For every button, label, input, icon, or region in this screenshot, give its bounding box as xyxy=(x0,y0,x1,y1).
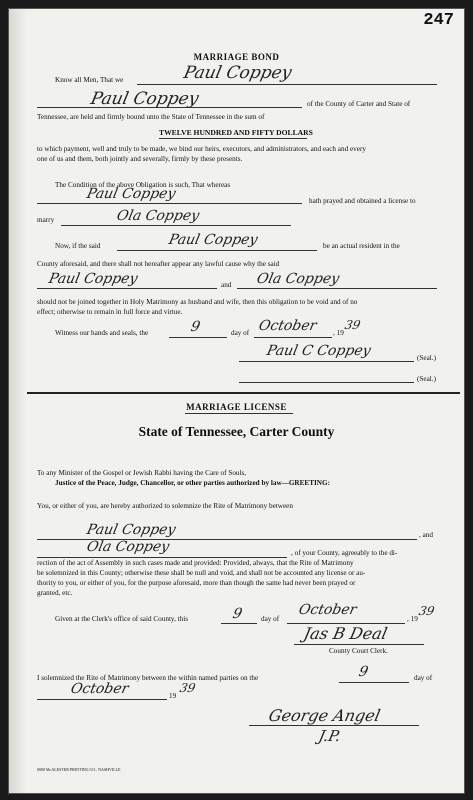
officiant-signature-line xyxy=(249,725,419,726)
bond-marry: marry xyxy=(37,216,55,224)
license-bride: Ola Coppey xyxy=(85,539,171,555)
license-month: October xyxy=(297,602,359,618)
license-given-at: Given at the Clerk's office of said County, this xyxy=(55,615,189,623)
bond-year: 39 xyxy=(343,318,362,332)
officiant-title: J.P. xyxy=(317,727,343,745)
bond-signature-line-1 xyxy=(239,361,414,362)
license-day: 9 xyxy=(231,606,244,622)
page-binding xyxy=(9,9,27,793)
bond-actual-resident: be an actual resident in the xyxy=(323,242,400,250)
sol-year: 39 xyxy=(178,681,197,695)
groom-1-signature: Paul Coppey xyxy=(85,186,178,202)
bond-seal-1: (Seal.) xyxy=(417,354,436,362)
bond-prayed: hath prayed and obtained a license to xyxy=(309,197,416,205)
bond-sum: TWELVE HUNDRED AND FIFTY DOLLARS xyxy=(159,128,313,137)
clerk-signature-line xyxy=(294,644,424,645)
license-body-1: rection of the act of Assembly in such cases made and provided: Provided, always, that the Rite of Matrimony xyxy=(37,559,354,567)
principal-1-line xyxy=(137,84,437,85)
bond-signature-1: Paul C Coppey xyxy=(265,343,373,359)
bond-seal-2: (Seal.) xyxy=(417,375,436,383)
license-justice: Justice of the Peace, Judge, Chancellor, or other parties authorized by law—GREETING: xyxy=(55,479,330,487)
bond-sum-underline xyxy=(159,138,307,139)
license-you-are: You, or either of you, are hereby authorized to solemnize the Rite of Matrimony between xyxy=(37,502,293,510)
license-body-2: be solemnized in this County; otherwise these shall be null and void, and shall not be accounted any license or au- xyxy=(37,569,366,577)
bond-and: and xyxy=(221,281,232,289)
license-day-line xyxy=(221,623,257,624)
bond-signature-line-2 xyxy=(239,382,414,383)
groom-3-line xyxy=(37,288,217,289)
groom-3-signature: Paul Coppey xyxy=(47,271,140,287)
bond-now-if: Now, if the said xyxy=(55,242,101,250)
printer-imprint: 0000 McALESTER PRINTING CO., NASHVILLE xyxy=(37,767,121,772)
license-and-end: , and xyxy=(419,531,433,539)
bond-condition: The Condition of the above Obligation is such, That whereas xyxy=(55,181,231,189)
sol-year-prefix: 19 xyxy=(169,692,177,700)
sol-day: 9 xyxy=(357,664,370,680)
groom-2-line xyxy=(117,250,317,251)
bond-day-of: day of xyxy=(231,329,250,337)
license-to-any: To any Minister of the Gospel or Jewish Rabbi having the Care of Souls, xyxy=(37,469,247,477)
groom-2-signature: Paul Coppey xyxy=(167,232,260,248)
license-solemnized: I solemnized the Rite of Matrimony between the within named parties on the xyxy=(37,674,259,682)
section-divider xyxy=(27,392,460,394)
license-bride-line xyxy=(37,557,287,558)
license-title: MARRIAGE LICENSE xyxy=(186,402,287,412)
license-title-underline xyxy=(185,413,293,414)
bond-should-not-2: effect; otherwise to remain in full force and virtue. xyxy=(37,308,183,316)
bride-2-line xyxy=(237,288,437,289)
license-state: State of Tennessee, Carter County xyxy=(138,424,335,439)
license-body-4: granted, etc. xyxy=(37,589,73,597)
bond-day: 9 xyxy=(189,319,202,335)
principal-1-signature: Paul Coppey xyxy=(181,63,294,83)
bride-1-signature: Ola Coppey xyxy=(115,208,201,224)
bond-should-not-1: should not be joined together in Holy Matrimony as husband and wife, then this obligation to be void and of no xyxy=(37,298,358,306)
sol-month: October xyxy=(69,681,131,697)
bond-county-aforesaid: County aforesaid, and there shall not hereafter appear any lawful cause why the said xyxy=(37,260,280,268)
license-day-of: day of xyxy=(261,615,280,623)
groom-1-line xyxy=(37,203,302,204)
clerk-signature: Jas B Deal xyxy=(301,624,390,643)
license-year: 39 xyxy=(417,604,436,618)
bond-day-line xyxy=(169,337,227,338)
license-groom: Paul Coppey xyxy=(85,522,178,538)
license-body-3: thority to you, or either of you, for the purpose aforesaid, more than though the same had never been prayed or xyxy=(37,579,356,587)
bond-witness: Witness our hands and seals, the xyxy=(55,329,149,337)
sol-month-line xyxy=(37,699,167,700)
bond-held-text: Tennessee, are held and firmly bound unto the State of Tennessee in the sum of xyxy=(37,113,265,121)
license-of-your-county: , of your County, agreeably to the di- xyxy=(291,549,398,557)
bond-month-line xyxy=(254,337,332,338)
sol-day-of: day of xyxy=(414,674,433,682)
sol-day-line xyxy=(339,682,409,683)
bride-1-line xyxy=(61,225,291,226)
officiant-signature: George Angel xyxy=(266,706,383,725)
bond-payment-1: to which payment, well and truly to be made, we bind our heirs, executors, and administrators, and each and every xyxy=(37,145,366,153)
license-year-prefix: , 19 xyxy=(407,615,418,623)
bond-know-all: Know all Men, That we xyxy=(55,76,124,84)
bond-payment-2: one of us and them, both jointly and severally, firmly by these presents. xyxy=(37,155,243,163)
bride-2-signature: Ola Coppey xyxy=(255,271,341,287)
page-number: 247 xyxy=(423,11,454,30)
principal-2-signature: Paul Coppey xyxy=(88,89,201,109)
record-page xyxy=(8,8,465,794)
clerk-title: County Court Clerk. xyxy=(329,647,388,655)
bond-title: MARRIAGE BOND xyxy=(193,52,280,62)
bond-month: October xyxy=(257,318,319,334)
bond-year-prefix: , 19 xyxy=(333,329,344,337)
bond-county-text: of the County of Carter and State of xyxy=(307,100,411,108)
